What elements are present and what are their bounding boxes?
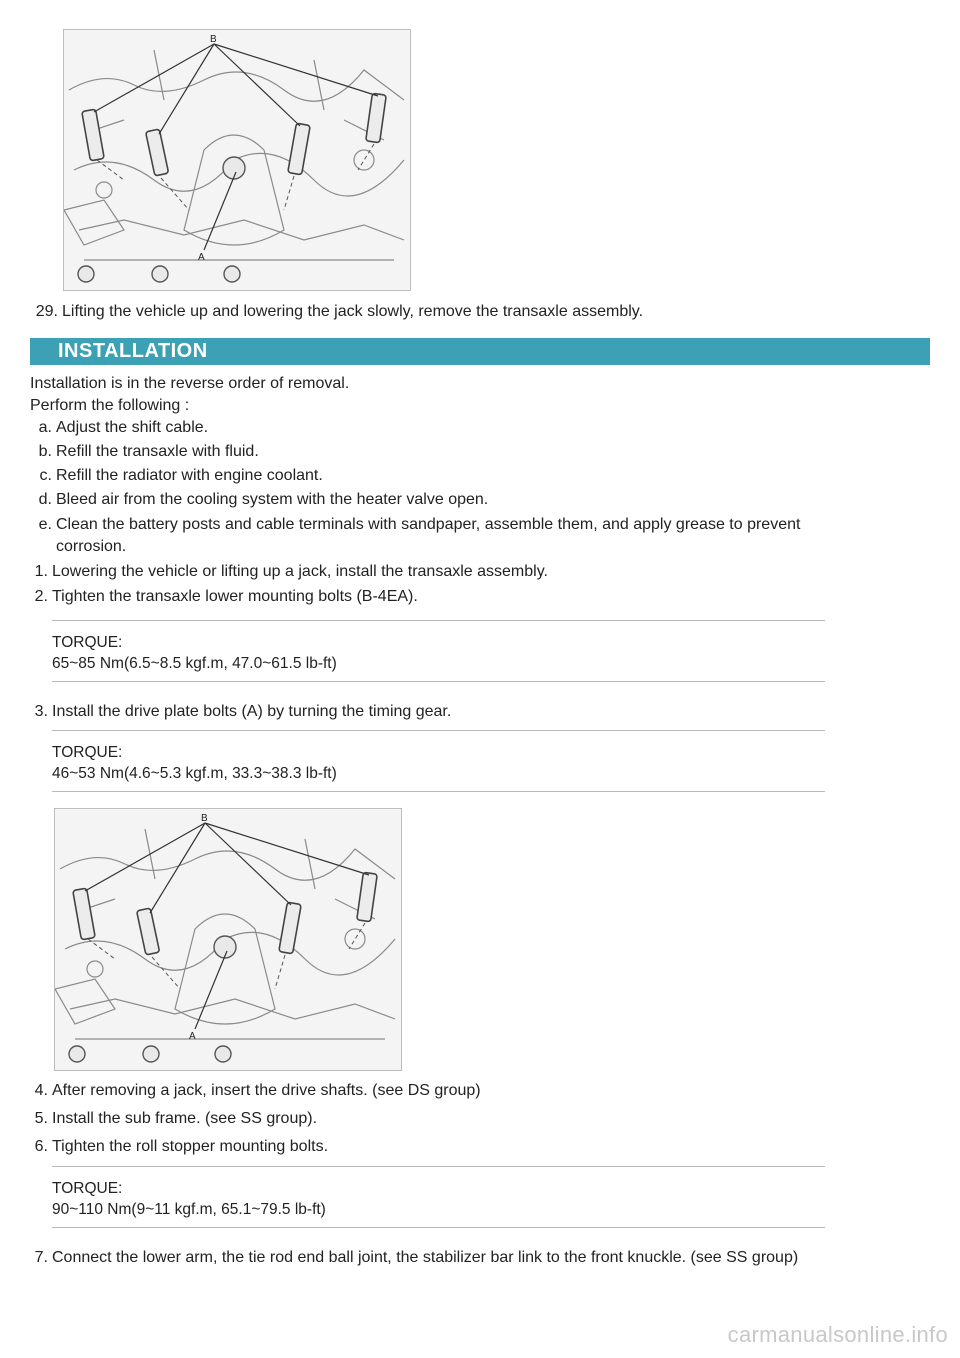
intro-line-1: Installation is in the reverse order of removal.: [30, 375, 350, 392]
prep-item-e-continued: corrosion.: [56, 538, 127, 555]
torque-label-1: TORQUE:: [52, 634, 123, 651]
intro-line-2: Perform the following :: [30, 397, 190, 414]
torque-box-top-2: [52, 730, 825, 731]
torque-value-3: 90~110 Nm(9~11 kgf.m, 65.1~79.5 lb-ft): [52, 1201, 326, 1218]
callout-a: A: [189, 1031, 196, 1042]
callout-a: A: [198, 252, 205, 263]
torque-box-top-3: [52, 1166, 825, 1167]
torque-box-bottom-1: [52, 681, 825, 682]
torque-label-3: TORQUE:: [52, 1180, 123, 1197]
torque-box-bottom-2: [52, 791, 825, 792]
torque-value-2: 46~53 Nm(4.6~5.3 kgf.m, 33.3~38.3 lb-ft): [52, 765, 337, 782]
torque-box-bottom-3: [52, 1227, 825, 1228]
section-title: INSTALLATION: [58, 340, 208, 362]
figure-bolts-bottom: [54, 808, 402, 1071]
section-heading-installation: [30, 338, 930, 365]
torque-label-2: TORQUE:: [52, 744, 123, 761]
torque-value-1: 65~85 Nm(6.5~8.5 kgf.m, 47.0~61.5 lb-ft): [52, 655, 337, 672]
transaxle-bolt-diagram-2: [55, 809, 401, 1070]
watermark: carmanualsonline.info: [727, 1322, 948, 1347]
callout-b: B: [201, 813, 208, 824]
callout-b: B: [210, 34, 217, 45]
torque-box-top-1: [52, 620, 825, 621]
transaxle-bolt-diagram: [64, 30, 410, 290]
figure-bolts-top: [63, 29, 411, 291]
